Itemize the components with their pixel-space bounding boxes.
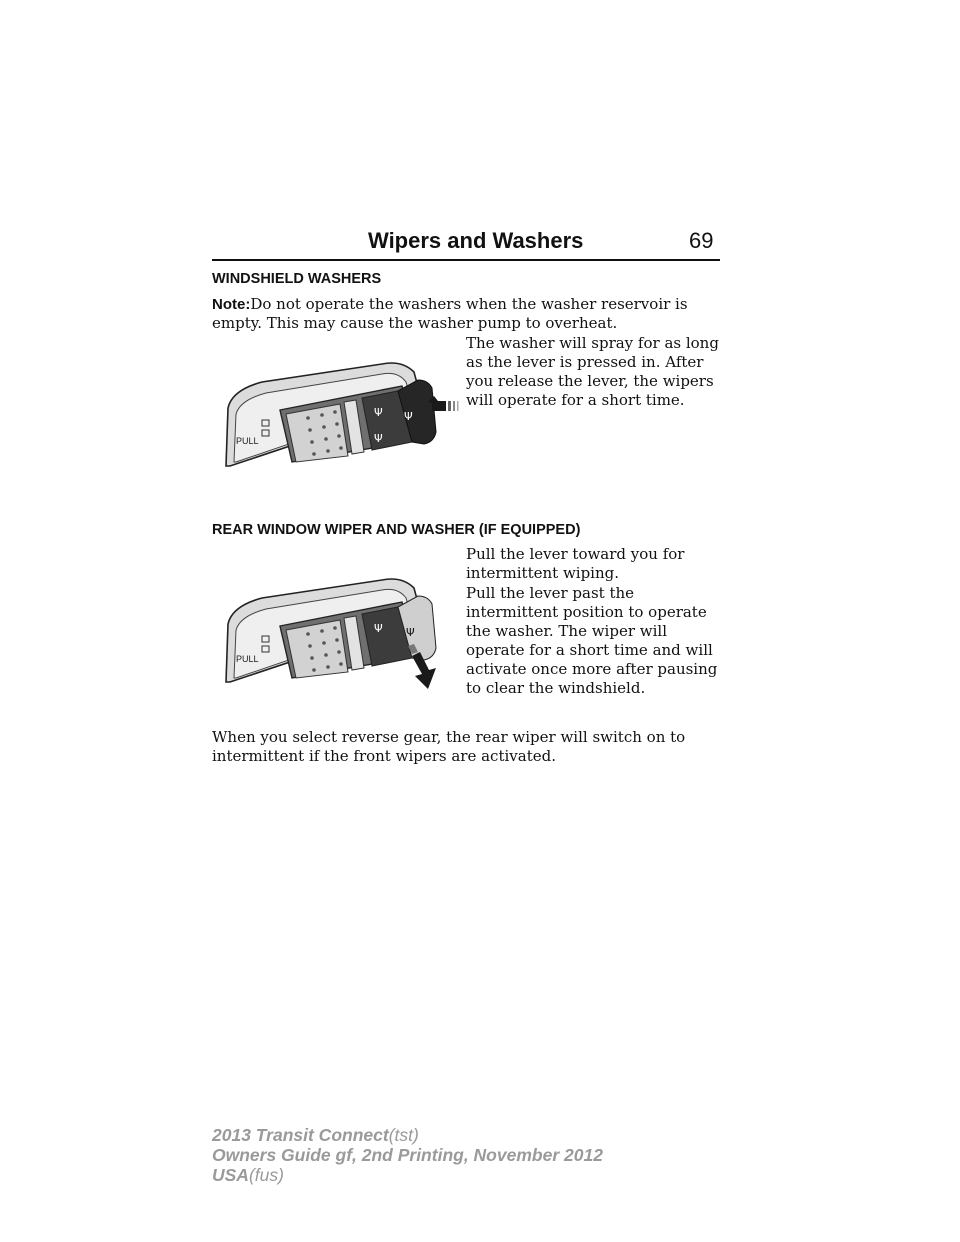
wiper-lever-pull-illustration	[222, 572, 460, 690]
windshield-washer-body: The washer will spray for as long as the lever is pressed in. After you release the lever, the wipers will operate for a short time.	[466, 334, 719, 409]
svg-text:Ψ: Ψ	[404, 410, 413, 423]
footer-line-2: Owners Guide gf, 2nd Printing, November 2012	[212, 1145, 603, 1165]
note	[212, 295, 732, 333]
header-title: Wipers and Washers	[368, 228, 584, 253]
rear-wiper-para-1: Pull the lever toward you for intermittent wiping.	[466, 545, 685, 582]
footer-line-3: USA(fus)	[212, 1165, 284, 1185]
svg-text:Ψ: Ψ	[374, 432, 383, 445]
page-footer	[212, 1125, 603, 1185]
footer-line-1: 2013 Transit Connect(tst)	[212, 1125, 419, 1145]
wiper-lever-press-illustration	[222, 358, 460, 468]
pull-label-2: PULL	[236, 654, 259, 664]
svg-text:Ψ: Ψ	[374, 406, 383, 419]
note-text: Do not operate the washers when the washer reservoir is empty. This may cause the washer pump to overheat.	[212, 295, 688, 332]
svg-text:Ψ: Ψ	[406, 626, 415, 639]
note-label: Note:	[212, 296, 251, 313]
heading-windshield-washers: WINDSHIELD WASHERS	[212, 271, 382, 287]
pull-label-1: PULL	[236, 436, 259, 446]
svg-text:Ψ: Ψ	[374, 622, 383, 635]
rear-wiper-para-2: Pull the lever past the intermittent position to operate the washer. The wiper will operate for a short time and will activate once more after pausing to clear the windshield.	[466, 584, 718, 697]
header-rule	[212, 259, 720, 261]
heading-rear-window-wiper: REAR WINDOW WIPER AND WASHER (IF EQUIPPED)	[212, 522, 581, 538]
page-number: 69	[689, 228, 714, 253]
reverse-gear-note: When you select reverse gear, the rear wiper will switch on to intermittent if the front wipers are activated.	[212, 728, 686, 765]
